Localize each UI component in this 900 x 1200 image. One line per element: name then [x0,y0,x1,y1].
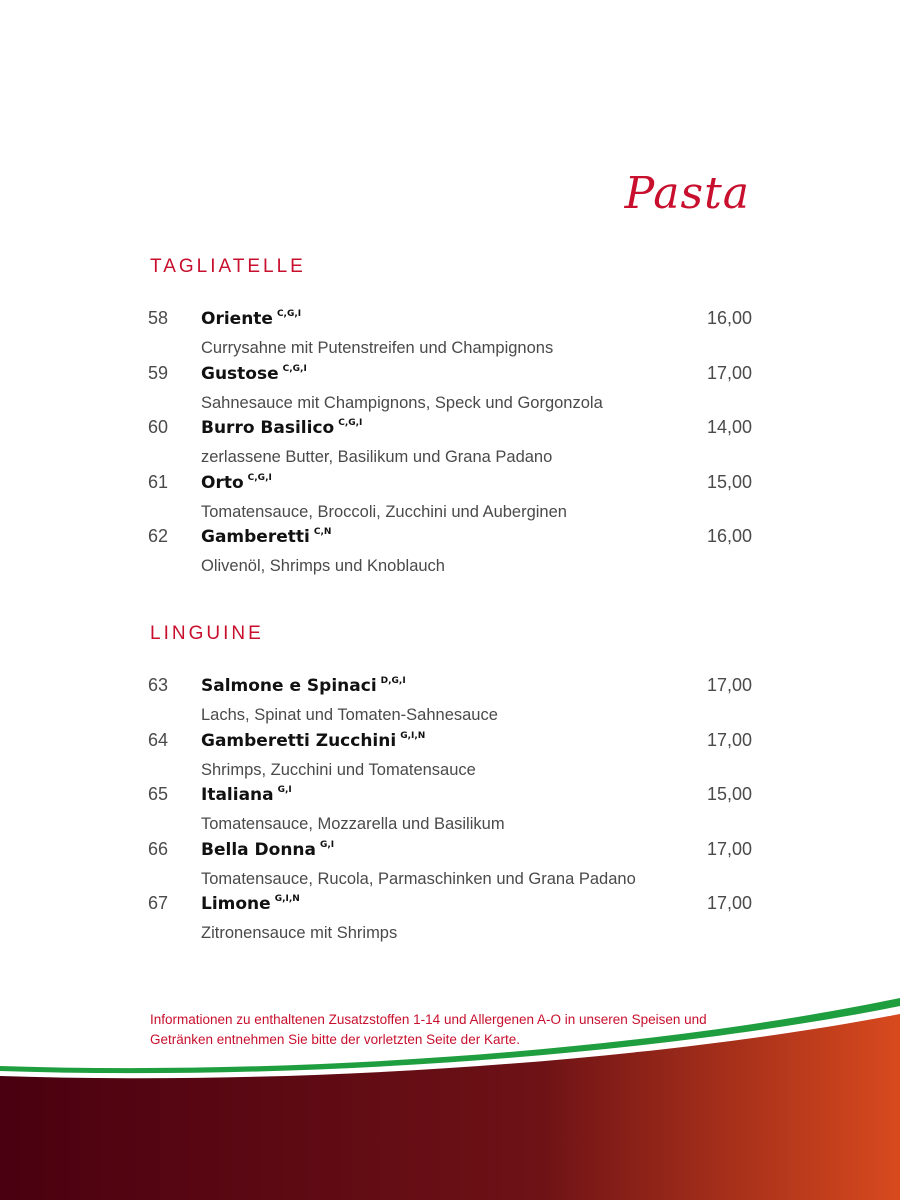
item-allergens: C,G,I [282,363,307,374]
item-price: 17,00 [706,675,752,695]
item-description: Zitronensauce mit Shrimps [201,924,398,942]
item-name: Gamberetti [201,527,310,547]
item-name: Orto [201,472,244,493]
item-description: Currysahne mit Putenstreifen und Champignons [201,339,554,357]
item-number: 61 [148,471,169,492]
item-number: 64 [148,729,169,750]
item-number: 60 [148,417,169,437]
item-allergens: C,G,I [276,309,302,319]
item-number: 63 [148,675,169,695]
item-name: Bella Donna [201,839,316,860]
item-number: 66 [148,838,169,859]
item-description: zerlassene Butter, Basilikum und Grana Padano [201,448,553,466]
item-name: Gustose [201,363,279,384]
item-description: Sahnesauce mit Champignons, Speck und Gorgonzola [201,393,603,412]
menu-item [148,730,752,785]
item-price: 16,00 [706,308,752,328]
item-allergens: G,I,N [400,730,426,741]
menu-item [148,363,752,418]
menu-item [148,784,752,839]
item-list [148,308,752,581]
menu-item [148,472,752,527]
section-linguine [148,623,752,948]
section-tagliatelle [148,256,752,581]
menu-item [148,308,752,363]
item-price: 16,00 [706,526,752,546]
item-allergens: C,G,I [247,472,272,483]
item-price: 17,00 [706,838,752,859]
section-heading: LINGUINE [150,623,264,644]
item-name: Burro Basilico [201,418,335,438]
item-description: Tomatensauce, Mozzarella und Basilikum [201,815,505,833]
item-allergens: G,I [320,839,335,850]
item-name: Italiana [201,785,274,805]
item-price: 17,00 [706,729,752,750]
menu-item [148,417,752,472]
item-number: 62 [148,526,169,546]
item-description: Tomatensauce, Rucola, Parmaschinken und Grana Padano [201,869,636,888]
item-number: 67 [148,893,169,913]
section-heading: TAGLIATELLE [150,256,306,277]
menu-item [148,893,752,948]
allergen-info-note: Informationen zu enthaltenen Zusatzstoffen 1-14 und Allergenen A-O in unseren Speisen und Getränken entnehmen Sie bitte der vorletzten Seite der Karte. [150,1012,707,1047]
menu-item [148,675,752,730]
item-allergens: G,I,N [274,894,300,904]
item-name: Oriente [201,309,273,329]
page-title: Pasta [624,168,750,219]
item-price: 15,00 [706,784,752,804]
item-price: 17,00 [706,362,752,383]
item-description: Lachs, Spinat und Tomaten-Sahnesauce [201,706,498,724]
menu-item [148,526,752,581]
item-allergens: C,N [313,527,332,537]
item-number: 58 [148,308,169,328]
item-allergens: C,G,I [338,418,363,428]
item-number: 65 [148,784,169,804]
item-description: Shrimps, Zucchini und Tomatensauce [201,760,476,779]
item-list [148,675,752,948]
item-allergens: G,I [277,785,292,795]
item-price: 17,00 [706,893,752,913]
item-description: Tomatensauce, Broccoli, Zucchini und Auberginen [201,502,567,521]
item-price: 15,00 [706,471,752,492]
item-name: Gamberetti Zucchini [201,730,397,751]
item-allergens: D,G,I [380,676,406,686]
item-description: Olivenöl, Shrimps und Knoblauch [201,557,445,575]
menu-item [148,839,752,894]
item-name: Salmone e Spinaci [201,676,377,696]
item-price: 14,00 [706,417,752,437]
item-name: Limone [201,894,271,914]
item-number: 59 [148,362,169,383]
